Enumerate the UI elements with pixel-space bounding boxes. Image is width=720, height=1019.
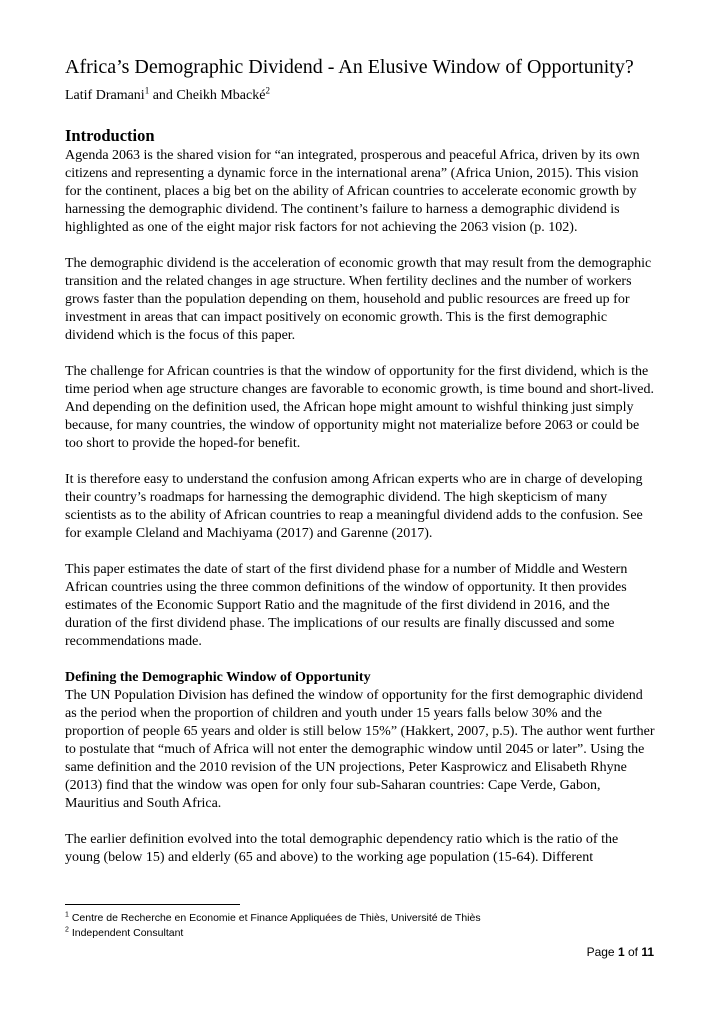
author-name: Latif Dramani (65, 88, 145, 103)
section-heading-introduction: Introduction (65, 126, 155, 145)
subsection-heading-window: Defining the Demographic Window of Opportunity (65, 670, 371, 685)
footnote-marker: 1 (144, 85, 150, 96)
page-number-prefix: Page (586, 945, 618, 959)
body-paragraph: The UN Population Division has defined the window of opportunity for the first demographic dividend as the period when the proportion of children and youth under 15 years falls below 30% and the proportion of people 65 years and older is still below 15%” (Hakkert, 2007, p.5). The author went further to postulate that “much of Africa will not enter the demographic window until 2045 or later”. Using the same definition and the 2010 revision of the UN projections, Peter Kasprowicz and Elisabeth Rhyne (2013) find that the window was open for only four sub-Saharan countries: Cape Verde, Gabon, Mauritius and South Africa. (65, 688, 655, 811)
total-pages: 11 (641, 945, 654, 959)
author-line (65, 86, 655, 106)
page-content (65, 54, 655, 885)
body-paragraph: This paper estimates the date of start of the first dividend phase for a number of Middle and Western African countries using the three common definitions of the window of opportunity. It then provides estimates of the Economic Support Ratio and the magnitude of the first dividend in 2016, and the duration of the first dividend phase. The implications of our results are finally discussed and some recommendations made. (65, 562, 628, 649)
paper-title: Africa’s Demographic Dividend - An Elusive Window of Opportunity? (65, 56, 634, 78)
footnote (65, 926, 655, 941)
page-number-separator: of (624, 945, 642, 959)
body-paragraph: The challenge for African countries is that the window of opportunity for the first dividend, which is the time period when age structure changes are favorable to economic growth, is time bound and short-lived. And depending on the definition used, the African hope might amount to wishful thinking just simply because, for many countries, the window of opportunity might not materialize before 2063 or could be too short to provide the hoped-for benefit. (65, 364, 654, 451)
page-number (587, 944, 654, 960)
body-paragraph: Agenda 2063 is the shared vision for “an integrated, prosperous and peaceful Africa, driven by its own citizens and representing a dynamic force in the international arena” (Africa Union, 2015). This vision for the continent, places a big bet on the ability of African countries to accelerate economic growth by harnessing the demographic dividend. The continent’s failure to harness a demographic dividend is highlighted as one of the eight major risk factors for not achieving the 2063 vision (p. 102). (65, 148, 640, 235)
body-paragraph: The demographic dividend is the acceleration of economic growth that may result from the demographic transition and the related changes in age structure. When fertility declines and the number of workers grows faster than the population depending on them, household and public resources are freed up for investment in areas that can impact positively on economic growth. This is the first demographic dividend which is the focus of this paper. (65, 256, 652, 343)
footnote-number: 1 (65, 911, 69, 919)
footnote-text: Centre de Recherche en Economie et Finance Appliquées de Thiès, Université de Thiès (68, 912, 481, 924)
author-conjunction: and (149, 88, 177, 103)
body-paragraph: The earlier definition evolved into the total demographic dependency ratio which is the ratio of the young (below 15) and elderly (65 and above) to the working age population (15-64). Different (65, 832, 619, 865)
body-paragraph: It is therefore easy to understand the confusion among African experts who are in charge of developing their country’s roadmaps for harnessing the demographic dividend. The high skepticism of many scientists as to the ability of African countries to reap a meaningful dividend adds to the confusion. See for example Cleland and Machiyama (2017) and Garenne (2017). (65, 472, 643, 541)
footnote-marker: 2 (265, 85, 270, 96)
author-name: Cheikh Mbacké (176, 88, 266, 103)
footnotes (65, 904, 655, 941)
footnote-text: Independent Consultant (68, 927, 184, 939)
footnote-number: 2 (65, 926, 69, 934)
footnote-divider (65, 904, 240, 905)
current-page: 1 (617, 945, 625, 959)
footnote (65, 911, 655, 926)
